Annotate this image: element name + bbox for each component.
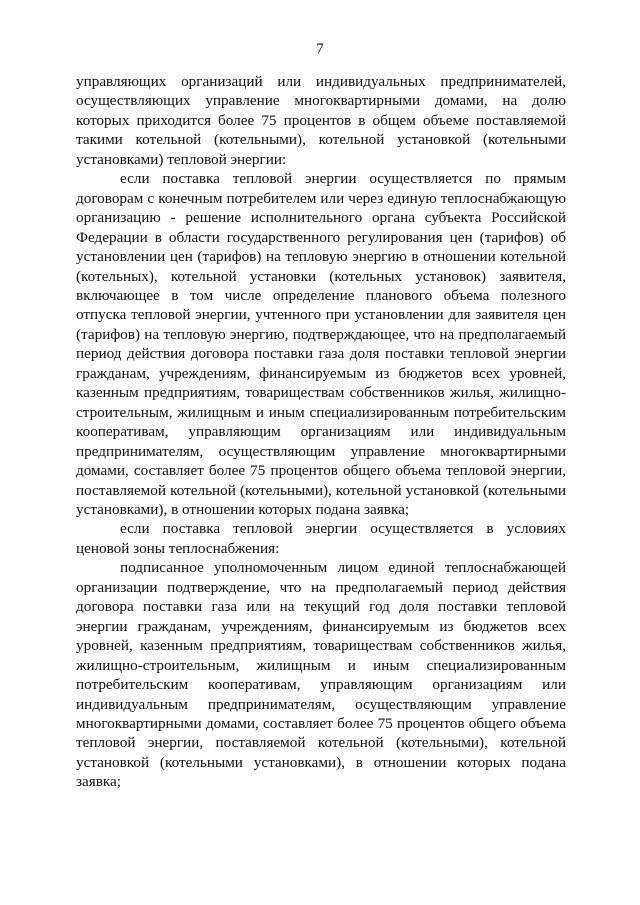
document-body bbox=[76, 72, 566, 792]
paragraph: подписанное уполномоченным лицом единой теплоснабжающей организации подтверждение, что на предполагаемый период действия договора поставки газа или на текущий год доля поставки тепловой энергии гражданам, учреждениям, финансируемым из бюджетов всех уровней, казенным предприятиям, товариществам собственников жилья, жилищно-строительным, жилищным и иным специализированным потребительским кооперативам, управляющим организациям или индивидуальным предпринимателям, осуществляющим управление многоквартирными домами, составляет более 75 процентов общего объема тепловой энергии, поставляемой котельной (котельными), котельной установкой (котельными установками), в отношении которых подана заявка; bbox=[76, 559, 566, 791]
paragraph: если поставка тепловой энергии осуществляется в условиях ценовой зоны теплоснабжения: bbox=[76, 520, 566, 557]
page-number: 7 bbox=[316, 41, 324, 57]
paragraph: управляющих организаций или индивидуальных предпринимателей, осуществляющих управление многоквартирными домами, на долю которых приходится более 75 процентов в общем объеме поставляемой такими котельной (котельными), котельной установкой (котельными установками) тепловой энергии: bbox=[76, 73, 566, 168]
paragraph: если поставка тепловой энергии осуществляется по прямым договорам с конечным потребителем или через единую теплоснабжающую организацию - решение исполнительного органа субъекта Российской Федерации в области государственного регулирования цен (тарифов) об установлении цен (тарифов) на тепловую энергию в отношении котельной (котельных), котельной установки (котельных установок) заявителя, включающее в том числе определение планового объема полезного отпуска тепловой энергии, учтенного при установлении для заявителя цен (тарифов) на тепловую энергию, подтверждающее, что на предполагаемый период действия договора поставки газа доля поставки тепловой энергии гражданам, учреждениям, финансируемым из бюджетов всех уровней, казенным предприятиям, товариществам собственников жилья, жилищно-строительным, жилищным и иным специализированным потребительским кооперативам, управляющим организациям или индивидуальным предпринимателям, осуществляющим управление многоквартирными домами, составляет более 75 процентов общего объема тепловой энергии, поставляемой котельной (котельными), котельной установкой (котельными установками), в отношении которых подана заявка; bbox=[76, 170, 566, 518]
